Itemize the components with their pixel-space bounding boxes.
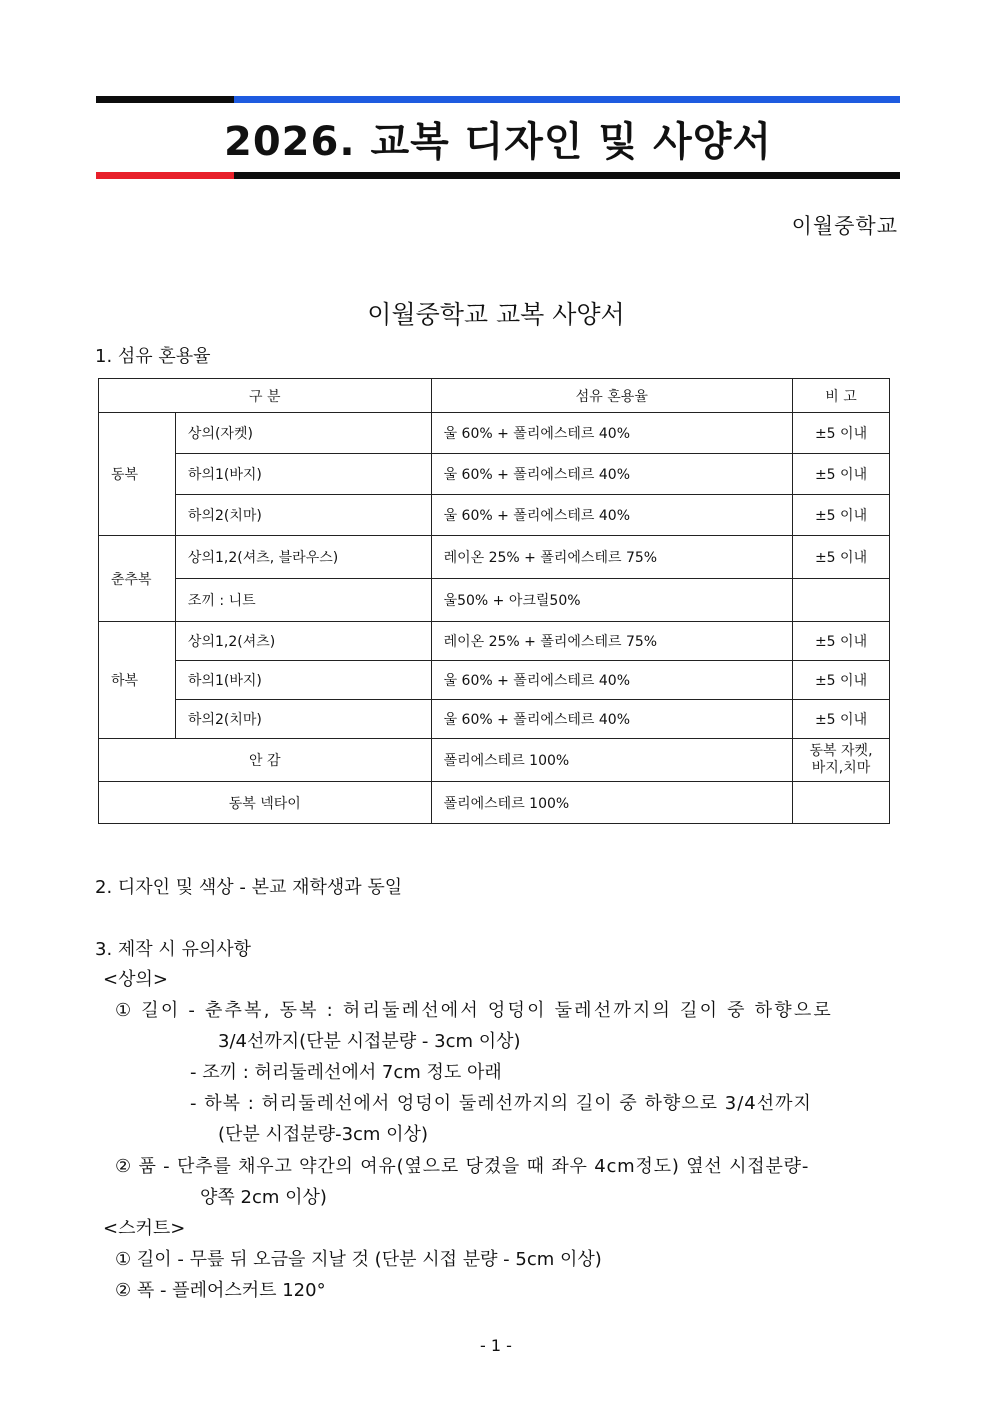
table-row [99,495,890,536]
item-cell: 상의1,2(셔츠, 블라우스) [175,536,431,579]
header-blend: 섬유 혼용율 [431,379,792,413]
page-title: 2026. 교복 디자인 및 사양서 [224,119,772,165]
blend-cell: 울 60% + 폴리에스테르 40% [431,661,792,700]
note-cell: ±5 이내 [793,495,890,536]
section-2-heading: 2. 디자인 및 색상 - 본교 재학생과 동일 [95,877,403,898]
table-row [99,579,890,622]
table-header-row [99,379,890,413]
group-winter: 동복 [99,413,176,536]
document-subtitle: 이월중학교 교복 사양서 [367,300,625,329]
necktie-item: 동복 넥타이 [99,782,432,824]
header-bar-bottom-red [96,172,234,179]
lining-item: 안 감 [99,739,432,782]
page-number: - 1 - [480,1336,512,1355]
group-springfall: 춘추복 [99,536,176,622]
header-bar-bottom-black [234,172,900,179]
lining-note-line-1: 동복 자켓, [809,743,873,759]
table-row [99,782,890,824]
table-row [99,536,890,579]
note-cell [793,782,890,824]
top-item-1-line-4: - 하복 : 허리둘레선에서 엉덩이 둘레선까지의 길이 중 하향으로 3/4선까지 [190,1093,812,1114]
table-row [99,661,890,700]
blend-cell: 레이온 25% + 폴리에스테르 75% [431,622,792,661]
top-item-2-line-1: ② 품 - 단추를 채우고 약간의 여유(옆으로 당겼을 때 좌우 4cm정도) 옆선 시접분량- [115,1156,810,1177]
item-cell: 상의1,2(셔츠) [175,622,431,661]
section-3-heading: 3. 제작 시 유의사항 [95,939,252,960]
group-summer: 하복 [99,622,176,739]
item-cell: 하의1(바지) [175,661,431,700]
fiber-blend-table [98,378,890,824]
top-item-1-line-3: - 조끼 : 허리둘레선에서 7cm 정도 아래 [190,1062,502,1083]
school-name: 이월중학교 [791,214,898,238]
header-category: 구 분 [99,379,432,413]
table-row [99,739,890,782]
blend-cell: 울 60% + 폴리에스테르 40% [431,413,792,454]
item-cell: 조끼 : 니트 [175,579,431,622]
blend-cell: 울50% + 아크릴50% [431,579,792,622]
blend-cell: 울 60% + 폴리에스테르 40% [431,454,792,495]
header-bar-top-black [96,96,234,103]
section-1-heading: 1. 섬유 혼용율 [95,346,211,367]
top-item-1-line-5: (단분 시접분량-3cm 이상) [218,1124,428,1145]
note-cell: ±5 이내 [793,661,890,700]
lining-note [793,739,890,782]
table-row [99,700,890,739]
blend-cell: 폴리에스테르 100% [431,739,792,782]
skirt-item-2: ② 폭 - 플레어스커트 120° [115,1280,326,1301]
top-item-1-line-1: ① 길이 - 춘추복, 동복 : 허리둘레선에서 엉덩이 둘레선까지의 길이 중 하향으로 [115,1000,833,1021]
top-item-1-line-2: 3/4선까지(단분 시접분량 - 3cm 이상) [218,1031,521,1052]
note-cell [793,579,890,622]
table-row [99,413,890,454]
table-row [99,454,890,495]
note-cell: ±5 이내 [793,536,890,579]
lining-note-line-2: 바지,치마 [811,760,871,776]
note-cell: ±5 이내 [793,454,890,495]
blend-cell: 폴리에스테르 100% [431,782,792,824]
header-note: 비 고 [793,379,890,413]
note-cell: ±5 이내 [793,413,890,454]
note-cell: ±5 이내 [793,700,890,739]
table-row [99,622,890,661]
blend-cell: 울 60% + 폴리에스테르 40% [431,700,792,739]
top-heading: <상의> [103,969,168,990]
blend-cell: 레이온 25% + 폴리에스테르 75% [431,536,792,579]
item-cell: 하의2(치마) [175,700,431,739]
item-cell: 상의(자켓) [175,413,431,454]
note-cell: ±5 이내 [793,622,890,661]
top-item-2-line-2: 양쪽 2cm 이상) [200,1187,327,1208]
blend-cell: 울 60% + 폴리에스테르 40% [431,495,792,536]
skirt-item-1: ① 길이 - 무릎 뒤 오금을 지날 것 (단분 시접 분량 - 5cm 이상) [115,1249,602,1270]
item-cell: 하의1(바지) [175,454,431,495]
skirt-heading: <스커트> [103,1218,186,1239]
item-cell: 하의2(치마) [175,495,431,536]
header-bar-top-blue [234,96,900,103]
